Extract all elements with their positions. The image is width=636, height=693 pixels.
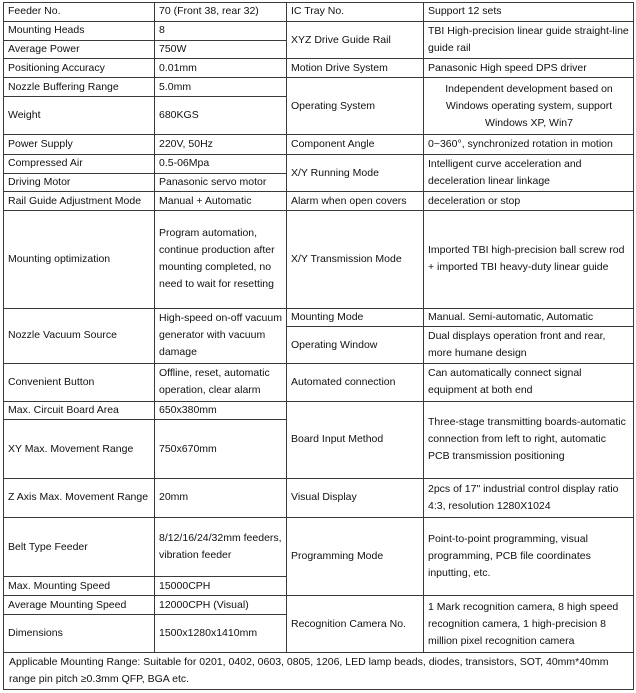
spec-value-cell: 750W bbox=[155, 40, 287, 59]
spec-value-cell: Offline, reset, automatic operation, clear alarm bbox=[155, 363, 287, 401]
spec-label-cell: Visual Display bbox=[287, 479, 424, 518]
table-row bbox=[4, 363, 634, 401]
spec-value-cell: 2pcs of 17" industrial control display ratio 4:3, resolution 1280X1024 bbox=[424, 479, 634, 518]
table-row bbox=[4, 59, 634, 78]
spec-label-cell: Nozzle Buffering Range bbox=[4, 78, 155, 97]
spec-label-cell: Power Supply bbox=[4, 134, 155, 154]
spec-label-cell: Compressed Air bbox=[4, 154, 155, 173]
spec-value-cell: Dual displays operation front and rear, more humane design bbox=[424, 327, 634, 364]
table-row bbox=[4, 308, 634, 327]
table-row bbox=[4, 3, 634, 22]
spec-value-cell: 750x670mm bbox=[155, 420, 287, 479]
spec-table bbox=[3, 2, 634, 690]
spec-value-cell: Program automation, continue production after mounting completed, no need to wait for resetting bbox=[155, 211, 287, 308]
spec-value-cell: deceleration or stop bbox=[424, 192, 634, 211]
spec-label-cell: Z Axis Max. Movement Range bbox=[4, 479, 155, 518]
spec-value-cell: 220V, 50Hz bbox=[155, 134, 287, 154]
spec-label-cell: Feeder No. bbox=[4, 3, 155, 22]
spec-value-cell: Three-stage transmitting boards-automatic connection from left to right, automatic PCB transmission positioning bbox=[424, 401, 634, 478]
spec-label-cell: Alarm when open covers bbox=[287, 192, 424, 211]
table-row bbox=[4, 211, 634, 308]
spec-value-cell: Independent development based on Windows operating system, support Windows XP, Win7 bbox=[424, 78, 634, 135]
spec-label-cell: Max. Circuit Board Area bbox=[4, 401, 155, 420]
spec-label-cell: Average Mounting Speed bbox=[4, 596, 155, 615]
spec-label-cell: Convenient Button bbox=[4, 363, 155, 401]
spec-label-cell: Weight bbox=[4, 97, 155, 135]
spec-label-cell: IC Tray No. bbox=[287, 3, 424, 22]
spec-value-cell: 680KGS bbox=[155, 97, 287, 135]
spec-value-cell: 1500x1280x1410mm bbox=[155, 615, 287, 653]
spec-label-cell: Rail Guide Adjustment Mode bbox=[4, 192, 155, 211]
spec-value-cell: High-speed on-off vacuum generator with vacuum damage bbox=[155, 308, 287, 363]
spec-label-cell: Motion Drive System bbox=[287, 59, 424, 78]
spec-label-cell: Mounting Heads bbox=[4, 21, 155, 40]
table-row bbox=[4, 21, 634, 40]
applicable-range-cell: Applicable Mounting Range: Suitable for 0201, 0402, 0603, 0805, 1206, LED lamp beads, diodes, transistors, SOT, 40mm*40mm range pin pitch ≥0.3mm QFP, BGA etc. bbox=[4, 653, 634, 690]
spec-label-cell: Mounting Mode bbox=[287, 308, 424, 327]
spec-label-cell: XY Max. Movement Range bbox=[4, 420, 155, 479]
spec-label-cell: X/Y Running Mode bbox=[287, 154, 424, 192]
spec-label-cell: X/Y Transmission Mode bbox=[287, 211, 424, 308]
spec-value-cell: 70 (Front 38, rear 32) bbox=[155, 3, 287, 22]
spec-value-cell: 20mm bbox=[155, 479, 287, 518]
spec-label-cell: Belt Type Feeder bbox=[4, 517, 155, 577]
spec-value-cell: 1 Mark recognition camera, 8 high speed recognition camera, 1 high-precision 8 million pixel recognition camera bbox=[424, 596, 634, 653]
spec-label-cell: Average Power bbox=[4, 40, 155, 59]
spec-label-cell: Programming Mode bbox=[287, 517, 424, 595]
spec-value-cell: Intelligent curve acceleration and deceleration linear linkage bbox=[424, 154, 634, 192]
spec-label-cell: Component Angle bbox=[287, 134, 424, 154]
spec-label-cell: Operating System bbox=[287, 78, 424, 135]
table-row bbox=[4, 401, 634, 420]
spec-value-cell: TBI High-precision linear guide straight-line guide rail bbox=[424, 21, 634, 59]
spec-value-cell: 12000CPH (Visual) bbox=[155, 596, 287, 615]
spec-value-cell: 0.5-06Mpa bbox=[155, 154, 287, 173]
spec-label-cell: Dimensions bbox=[4, 615, 155, 653]
spec-value-cell: 650x380mm bbox=[155, 401, 287, 420]
spec-value-cell: Manual + Automatic bbox=[155, 192, 287, 211]
spec-value-cell: Can automatically connect signal equipment at both end bbox=[424, 363, 634, 401]
spec-value-cell: 8/12/16/24/32mm feeders, vibration feeder bbox=[155, 517, 287, 577]
spec-value-cell: 8 bbox=[155, 21, 287, 40]
spec-value-cell: 0~360°, synchronized rotation in motion bbox=[424, 134, 634, 154]
spec-label-cell: Mounting optimization bbox=[4, 211, 155, 308]
spec-table-body bbox=[4, 3, 634, 653]
spec-label-cell: Operating Window bbox=[287, 327, 424, 364]
spec-label-cell: Board Input Method bbox=[287, 401, 424, 478]
spec-label-cell: Driving Motor bbox=[4, 173, 155, 192]
spec-label-cell: Positioning Accuracy bbox=[4, 59, 155, 78]
spec-value-cell: Panasonic servo motor bbox=[155, 173, 287, 192]
table-row bbox=[4, 517, 634, 577]
spec-label-cell: Max. Mounting Speed bbox=[4, 577, 155, 596]
spec-value-cell: Panasonic High speed DPS driver bbox=[424, 59, 634, 78]
spec-label-cell: Automated connection bbox=[287, 363, 424, 401]
table-row bbox=[4, 192, 634, 211]
spec-value-cell: Point-to-point programming, visual programming, PCB file coordinates inputting, etc. bbox=[424, 517, 634, 595]
spec-label-cell: XYZ Drive Guide Rail bbox=[287, 21, 424, 59]
table-row bbox=[4, 134, 634, 154]
table-row bbox=[4, 154, 634, 173]
spec-value-cell: Imported TBI high-precision ball screw rod + imported TBI heavy-duty linear guide bbox=[424, 211, 634, 308]
spec-value-cell: 0.01mm bbox=[155, 59, 287, 78]
spec-value-cell: 15000CPH bbox=[155, 577, 287, 596]
spec-label-cell: Recognition Camera No. bbox=[287, 596, 424, 653]
spec-label-cell: Nozzle Vacuum Source bbox=[4, 308, 155, 363]
spec-value-cell: Manual. Semi-automatic, Automatic bbox=[424, 308, 634, 327]
footer-row bbox=[4, 653, 634, 690]
table-row bbox=[4, 596, 634, 615]
spec-value-cell: Support 12 sets bbox=[424, 3, 634, 22]
table-row bbox=[4, 78, 634, 97]
table-row bbox=[4, 479, 634, 518]
spec-value-cell: 5.0mm bbox=[155, 78, 287, 97]
